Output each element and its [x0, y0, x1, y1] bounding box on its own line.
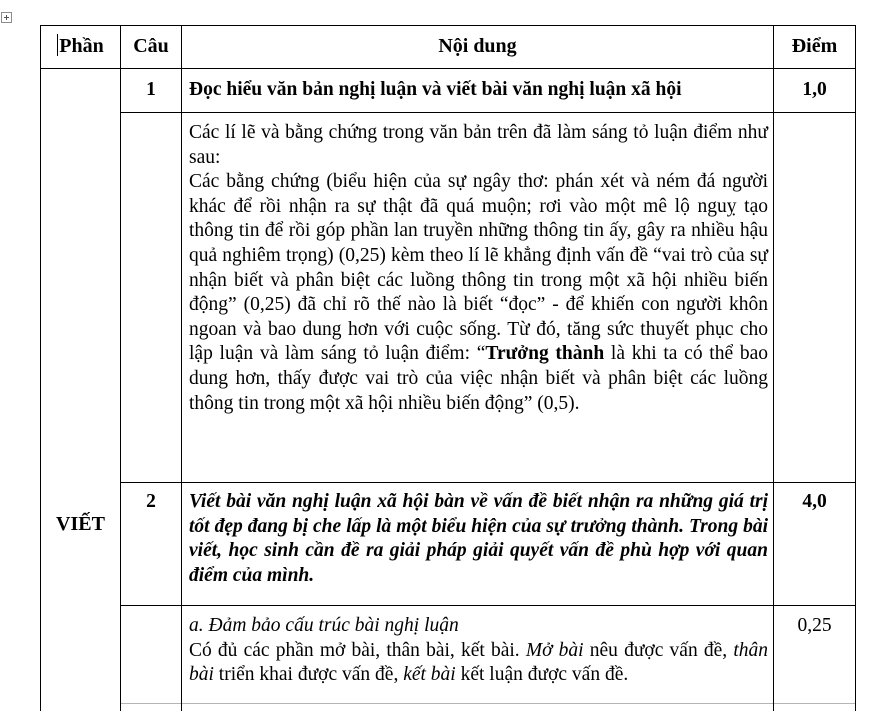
criteria-em-1: Mở bài: [525, 639, 584, 661]
header-cau: Câu: [133, 35, 169, 57]
answer-intro: Các lí lẽ và bằng chứng trong văn bản trên đã làm sáng tỏ luận điểm như sau:: [189, 122, 768, 168]
criteria-em-3: kết bài: [403, 664, 456, 686]
header-phan: Phần: [59, 35, 104, 57]
row2a-score: 0,25: [797, 615, 832, 636]
row1-question-number: 1: [146, 79, 156, 100]
row1-title: Đọc hiểu văn bản nghị luận và viết bài văn nghị luận xã hội: [189, 79, 682, 100]
criteria-text-1: Có đủ các phần mở bài, thân bài, kết bài.: [189, 639, 526, 661]
row1-score: 1,0: [802, 79, 827, 100]
header-diem: Điểm: [791, 35, 838, 57]
answer-body: Các bằng chứng (biểu hiện của sự ngây thơ: phán xét và ném đá người khác để rồi nhận ra sự thật đã quá muộn; rơi vào một mê lộ nguỵ tạo thông tin để rồi góp phần lan truyền những thông tin ấy, gây ra nhiều hậu quả nghiêm trọng) (0,25) kèm theo lí lẽ khẳng định vấn đề “vai trò của sự nhận biết và phân biệt các luồng thông tin trong một xã hội nhiều biến động” (0,25) đã chỉ rõ thế nào là biết “đọc” - để khiến con người khôn ngoan và bao dung hơn với cuộc sống. Từ đó, tăng sức thuyết phục cho lập luận và làm sáng tỏ luận điểm: “: [189, 171, 768, 365]
criteria-heading: a. Đảm bảo cấu trúc bài nghị luận: [189, 615, 459, 636]
criteria-text-3: triển khai được vấn đề,: [213, 664, 404, 686]
answer-tail: là khi ta có thể bao dung hơn, thấy được vai trò của việc nhận biết và phân biệt các luồng thông tin trong một xã hội nhiều biến động” (0,5).: [189, 343, 768, 414]
section-label: VIẾT: [56, 513, 105, 535]
criteria-em-2: thân bài: [189, 639, 768, 686]
criteria-text-4: kết luận được vấn đề.: [455, 664, 629, 686]
row2-prompt: Viết bài văn nghị luận xã hội bàn về vấn đề biết nhận ra những giá trị tốt đẹp đang bị che lấp là một biểu hiện của sự trưởng thành. Trong bài viết, học sinh cần đề ra giải pháp giải quyết vấn đề phù hợp với quan điểm của mình.: [189, 491, 768, 586]
row2-question-number: 2: [146, 491, 156, 512]
row2-score: 4,0: [802, 491, 827, 512]
row1-answer-text: [189, 121, 768, 416]
answer-bold-phrase: Trưởng thành: [485, 343, 605, 365]
row2a-criteria: [189, 614, 768, 688]
header-noi-dung: Nội dung: [438, 35, 517, 57]
criteria-text-2: nêu được vấn đề,: [583, 639, 734, 661]
